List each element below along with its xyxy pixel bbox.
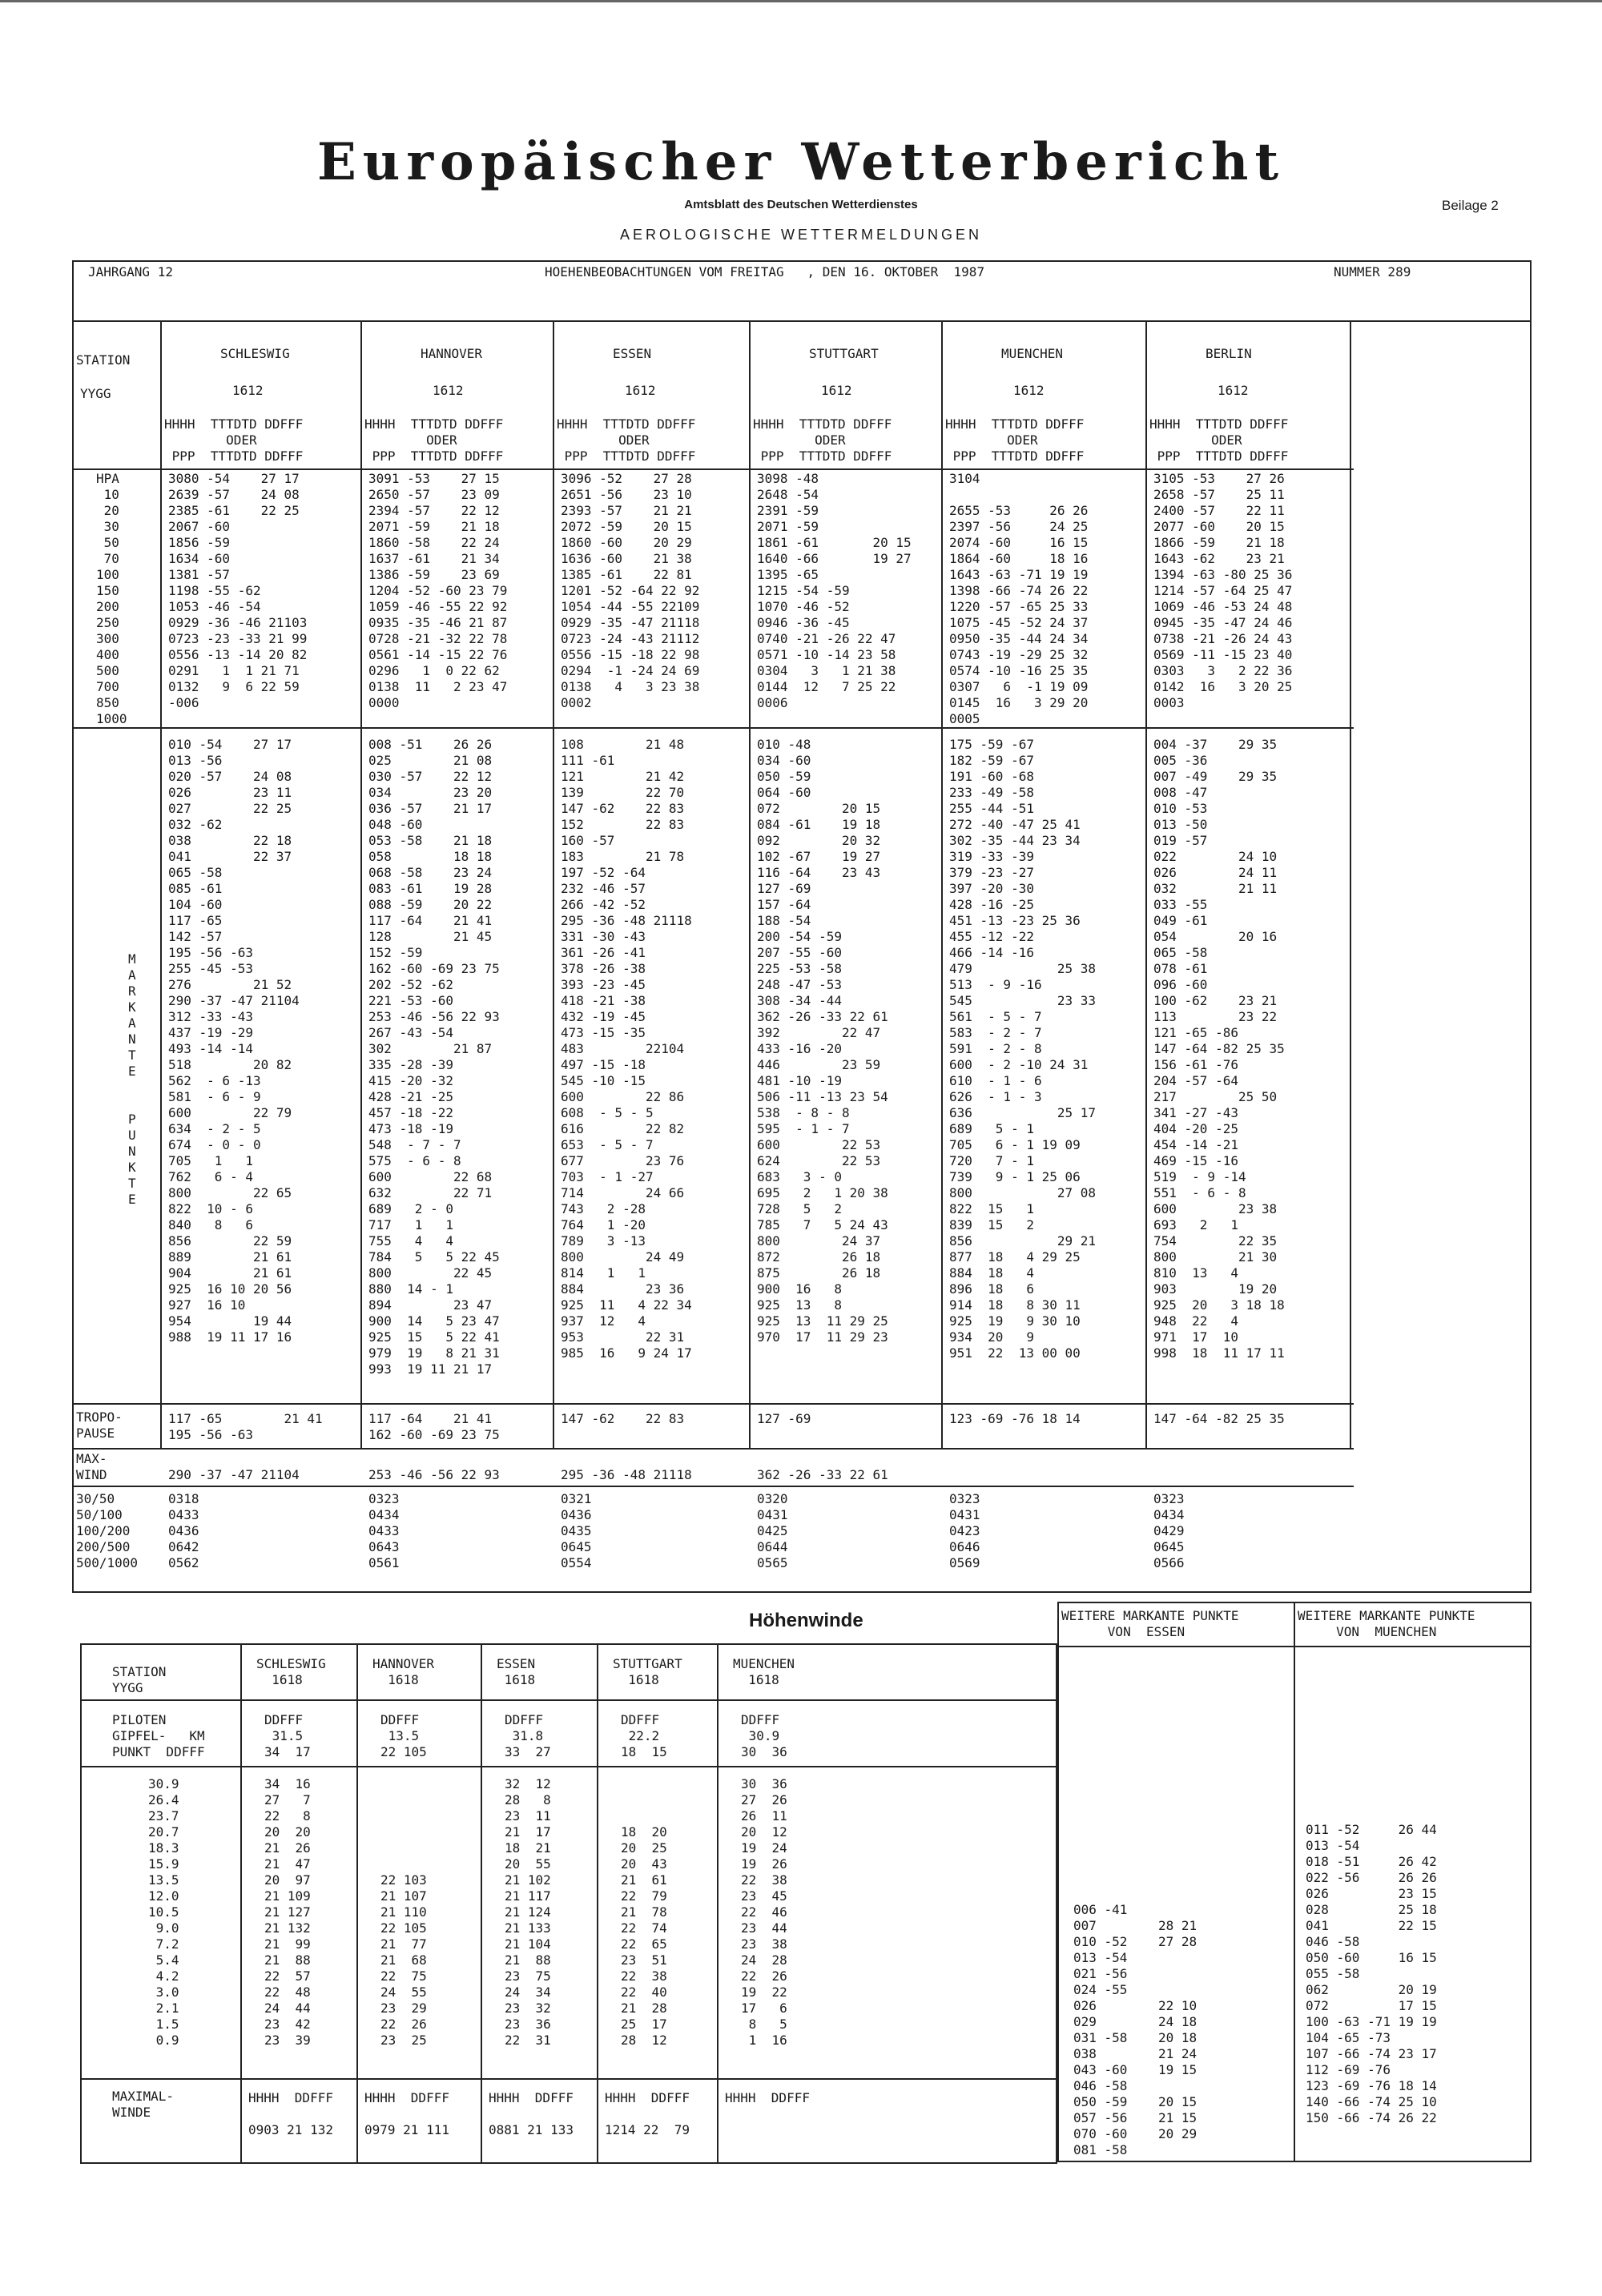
divider bbox=[72, 468, 1354, 470]
hw-levels-data: 22 103 21 107 21 110 22 105 21 77 21 68 22 75 24 55 23 29 22 26 23 25 bbox=[380, 1872, 427, 2048]
issue-number: NUMMER 289 bbox=[1334, 264, 1411, 279]
hw-max-header: HHHH DDFFF bbox=[248, 2090, 333, 2105]
tropopause-data: 147 -62 22 83 bbox=[561, 1411, 685, 1426]
col-separator bbox=[597, 1643, 598, 2164]
maxwind-data: 253 -46 -56 22 93 bbox=[368, 1467, 500, 1482]
hw-piloten: DDFFF 31.8 33 27 bbox=[505, 1712, 551, 1759]
station-name: SCHLESWIG bbox=[220, 346, 290, 361]
col-separator bbox=[553, 320, 554, 1448]
column-header: HHHH TTTDTD DDFFF ODER PPP TTTDTD DDFFF bbox=[164, 416, 304, 464]
hw-levels-data: 18 20 20 25 20 43 21 61 22 79 21 78 22 74 22 65 23 51 22 38 22 40 21 28 25 17 28 12 bbox=[621, 1824, 667, 2048]
hw-max-header: HHHH DDFFF bbox=[489, 2090, 574, 2105]
maxwind-data: 295 -36 -48 21118 bbox=[561, 1467, 692, 1482]
station-yygg: 1612 bbox=[1218, 383, 1249, 398]
hw-station-name: ESSEN 1618 bbox=[497, 1656, 536, 1687]
std-level-data: 3091 -53 27 15 2650 -57 23 09 2394 -57 22 12 2071 -59 21 18 1860 -58 22 24 1637 -61 21 34 1386 -59 23 69 1204 -52 -60 23 79 1059 -46 -55 22 92 0935 -35 -46 21 87 0728 -21 -32 22 78 0561 -14 -15 22 76 0296 1 0 22 62 0138 11 2 23 47 0000 bbox=[368, 471, 508, 710]
col-separator bbox=[1350, 320, 1351, 1448]
divider bbox=[1057, 1646, 1532, 1647]
tropopause-data: 147 -64 -82 25 35 bbox=[1153, 1411, 1285, 1426]
divider bbox=[72, 320, 1532, 322]
col-separator bbox=[717, 1643, 718, 2164]
divider bbox=[80, 1699, 1057, 1701]
std-level-data: 3080 -54 27 17 2639 -57 24 08 2385 -61 22 25 2067 -60 1856 -59 1634 -60 1381 -57 1198 -55 -62 1053 -46 -54 0929 -36 -46 21103 0723 -23 -33 21 99 0556 -13 -14 20 82 0291 1 1 21 71 0132 9 6 22 59 -006 bbox=[168, 471, 308, 710]
shear-data: 0323 0434 0429 0645 0566 bbox=[1153, 1491, 1185, 1570]
hw-piloten: DDFFF 31.5 34 17 bbox=[264, 1712, 311, 1759]
divider bbox=[80, 2078, 1057, 2080]
col-separator bbox=[160, 320, 162, 1448]
column-header: HHHH TTTDTD DDFFF ODER PPP TTTDTD DDFFF bbox=[364, 416, 504, 464]
std-level-data: 3098 -48 2648 -54 2391 -59 2071 -59 1861 -61 20 15 1640 -66 19 27 1395 -65 1215 -54 -59 1070 -46 -52 0946 -36 -45 0740 -21 -26 22 47 0571 -10 -14 23 58 0304 3 1 21 38 0144 12 7 25 22 0006 bbox=[757, 471, 912, 710]
divider bbox=[72, 727, 1354, 729]
station-name: STUTTGART bbox=[809, 346, 879, 361]
shear-data: 0321 0436 0435 0645 0554 bbox=[561, 1491, 592, 1570]
divider bbox=[72, 1486, 1354, 1487]
col-separator bbox=[1145, 320, 1147, 1448]
col-separator bbox=[240, 1643, 242, 2164]
hw-piloten: DDFFF 13.5 22 105 bbox=[380, 1712, 427, 1759]
station-name: ESSEN bbox=[613, 346, 652, 361]
station-yygg: 1612 bbox=[433, 383, 464, 398]
station-name: BERLIN bbox=[1206, 346, 1252, 361]
hw-max-value: 0881 21 133 bbox=[489, 2122, 574, 2137]
hw-piloten: DDFFF 30.9 30 36 bbox=[741, 1712, 787, 1759]
weitere-essen-data: 006 -41 007 28 21 010 -52 27 28 013 -54 021 -56 024 -55 026 22 10 029 24 18 031 -58 20 18 038 21 24 043 -60 19 15 046 -58 050 -59 20 15 057 -56 21 15 070 -60 20 29 081 -58 bbox=[1073, 1902, 1197, 2157]
shear-data: 0320 0431 0425 0644 0565 bbox=[757, 1491, 788, 1570]
maxwind-data: 290 -37 -47 21104 bbox=[168, 1467, 300, 1482]
station-yygg: 1612 bbox=[1013, 383, 1045, 398]
std-level-data: 3104 2655 -53 26 26 2397 -56 24 25 2074 -60 16 15 1864 -60 18 16 1643 -63 -71 19 19 1398 -66 -74 26 22 1220 -57 -65 25 33 1075 -45 -52 24 37 0950 -35 -44 24 34 0743 -19 -29 25 32 0574 -10 -16 25 35 0307 6 -1 19 09 0145 16 3 29 20 0005 bbox=[949, 471, 1089, 726]
hw-max-header: HHHH DDFFF bbox=[605, 2090, 690, 2105]
tropopause-data: 117 -64 21 41 162 -60 -69 23 75 bbox=[368, 1411, 500, 1442]
sig-level-data: 175 -59 -67 182 -59 -67 191 -60 -68 233 -49 -58 255 -44 -51 272 -40 -47 25 41 302 -35 -44 23 34 319 -33 -39 379 -23 -27 397 -20 -30 428 -16 -25 451 -13 -23 25 36 455 -12 -22 466 -14 -16 479 25 38 513 - 9 -16 545 23 33 561 - 5 - 7 583 - 2 - 7 591 - 2 - 8 600 - 2 -10 24 31 610 - 1 - 6 626 - 1 - 3 636 25 17 689 5 - 1 705 6 - 1 19 09 720 7 - 1 739 9 - 1 25 06 800 27 08 822 15 1 839 15 2 856 29 21 877 18 4 29 25 884 18 4 896 18 6 914 18 8 30 11 925 19 9 30 10 934 20 9 951 22 13 00 00 bbox=[949, 737, 1097, 1361]
tropopause-data: 127 -69 bbox=[757, 1411, 811, 1426]
weitere-essen-title: WEITERE MARKANTE PUNKTE VON ESSEN bbox=[1061, 1608, 1239, 1639]
divider bbox=[80, 1766, 1057, 1767]
hw-max-header: HHHH DDFFF bbox=[725, 2090, 810, 2105]
shear-data: 0318 0433 0436 0642 0562 bbox=[168, 1491, 199, 1570]
divider bbox=[72, 1448, 1354, 1450]
station-yygg: 1612 bbox=[232, 383, 264, 398]
hw-levels: 30.9 26.4 23.7 20.7 18.3 15.9 13.5 12.0 10.5 9.0 7.2 5.4 4.2 3.0 2.1 1.5 0.9 bbox=[148, 1776, 179, 2048]
jahrgang: JAHRGANG 12 bbox=[88, 264, 173, 279]
hw-max-value: 1214 22 79 bbox=[605, 2122, 690, 2137]
hoehenwinde-title: Höhenwinde bbox=[749, 1610, 863, 1631]
page-title: Europäischer Wetterbericht bbox=[317, 132, 1285, 192]
shear-data: 0323 0434 0433 0643 0561 bbox=[368, 1491, 400, 1570]
piloten-label: PILOTEN GIPFEL- KM PUNKT DDFFF bbox=[112, 1712, 205, 1759]
observation-date: HOEHENBEOBACHTUNGEN VOM FREITAG , DEN 16. OKTOBER 1987 bbox=[545, 264, 985, 279]
col-separator bbox=[356, 1643, 358, 2164]
hw-levels-data: 32 12 28 8 23 11 21 17 18 21 20 55 21 102 21 117 21 124 21 133 21 104 21 88 23 75 24 34 23 32 23 36 22 31 bbox=[505, 1776, 551, 2048]
top-border bbox=[0, 0, 1602, 2]
hw-station-name: HANNOVER 1618 bbox=[372, 1656, 435, 1687]
column-header: HHHH TTTDTD DDFFF ODER PPP TTTDTD DDFFF bbox=[557, 416, 696, 464]
sig-level-data: 108 21 48 111 -61 121 21 42 139 22 70 147 -62 22 83 152 22 83 160 -57 183 21 78 197 -52 -64 232 -46 -57 266 -42 -52 295 -36 -48 21118 331 -30 -43 361 -26 -41 378 -26 -38 393 -23 -45 418 -21 -38 432 -19 -45 473 -15 -35 483 22104 497 -15 -18 545 -10 -15 600 22 86 608 - 5 - 5 616 22 82 653 - 5 - 7 677 23 76 703 - 1 -27 714 24 66 743 2 -28 764 1 -20 789 3 -13 800 24 49 814 1 1 884 23 36 925 11 4 22 34 937 12 4 953 22 31 985 16 9 24 17 bbox=[561, 737, 692, 1361]
sig-level-data: 008 -51 26 26 025 21 08 030 -57 22 12 034 23 20 036 -57 21 17 048 -60 053 -58 21 18 058 18 18 068 -58 23 24 083 -61 19 28 088 -59 20 22 117 -64 21 41 128 21 45 152 -59 162 -60 -69 23 75 202 -52 -62 221 -53 -60 253 -46 -56 22 93 267 -43 -54 302 21 87 335 -28 -39 415 -20 -32 428 -21 -25 457 -18 -22 473 -18 -19 548 - 7 - 7 575 - 6 - 8 600 22 68 632 22 71 689 2 - 0 717 1 1 755 4 4 784 5 5 22 45 800 22 45 880 14 - 1 894 23 47 900 14 5 23 47 925 15 5 22 41 979 19 8 21 31 993 19 11 21 17 bbox=[368, 737, 500, 1377]
maxwind-data: 362 -26 -33 22 61 bbox=[757, 1467, 888, 1482]
shear-data: 0323 0431 0423 0646 0569 bbox=[949, 1491, 980, 1570]
column-header: HHHH TTTDTD DDFFF ODER PPP TTTDTD DDFFF bbox=[753, 416, 892, 464]
maximal-label: MAXIMAL- WINDE bbox=[112, 2089, 175, 2120]
station-name: HANNOVER bbox=[421, 346, 483, 361]
hw-max-header: HHHH DDFFF bbox=[364, 2090, 449, 2105]
column-header: HHHH TTTDTD DDFFF ODER PPP TTTDTD DDFFF bbox=[945, 416, 1085, 464]
hw-piloten: DDFFF 22.2 18 15 bbox=[621, 1712, 667, 1759]
weitere-muenchen-data: 011 -52 26 44 013 -54 018 -51 26 42 022 -56 26 26 026 23 15 028 25 18 041 22 15 046 -58 050 -60 16 15 055 -58 062 20 19 072 17 15 100 -63 -71 19 19 104 -65 -73 107 -66 -74 23 17 112 -69 -76 123 -69 -76 18 14 140 -66 -74 25 10 150 -66 -74 26 22 bbox=[1306, 1822, 1437, 2125]
section-heading: AEROLOGISCHE WETTERMELDUNGEN bbox=[619, 227, 983, 243]
tropopause-data: 123 -69 -76 18 14 bbox=[949, 1411, 1081, 1426]
hw-station-name: MUENCHEN 1618 bbox=[733, 1656, 795, 1687]
maxwind-label: MAX- WIND bbox=[76, 1451, 107, 1482]
station-yygg: 1612 bbox=[625, 383, 656, 398]
station-yygg: 1612 bbox=[821, 383, 852, 398]
col-separator bbox=[481, 1643, 482, 2164]
tropopause-data: 117 -65 21 41 195 -56 -63 bbox=[168, 1411, 323, 1442]
std-level-data: 3096 -52 27 28 2651 -56 23 10 2393 -57 21 21 2072 -59 20 15 1860 -60 20 29 1636 -60 21 38 1385 -61 22 81 1201 -52 -64 22 92 1054 -44 -55 22109 0929 -35 -47 21118 0723 -24 -43 21112 0556 -15 -18 22 98 0294 -1 -24 24 69 0138 4 3 23 38 0002 bbox=[561, 471, 700, 710]
hpa-levels: HPA 10 20 30 50 70 100 150 200 250 300 400 500 700 850 1000 bbox=[96, 471, 127, 726]
hw-levels-data: 30 36 27 26 26 11 20 12 19 24 19 26 22 38 23 45 22 46 23 44 23 38 24 28 22 26 19 22 17 6 8 5 1 16 bbox=[741, 1776, 787, 2048]
shear-layers: 30/50 50/100 100/200 200/500 500/1000 bbox=[76, 1491, 139, 1570]
hoehenwinde-frame bbox=[80, 1643, 1057, 2164]
weitere-muenchen-title: WEITERE MARKANTE PUNKTE VON MUENCHEN bbox=[1298, 1608, 1475, 1639]
col-separator bbox=[941, 320, 943, 1448]
sig-level-data: 004 -37 29 35 005 -36 007 -49 29 35 008 -47 010 -53 013 -50 019 -57 022 24 10 026 24 11 032 21 11 033 -55 049 -61 054 20 16 065 -58 078 -61 096 -60 100 -62 23 21 113 23 22 121 -65 -86 147 -64 -82 25 35 156 -61 -76 204 -57 -64 217 25 50 341 -27 -43 404 -20 -25 454 -14 -21 469 -15 -16 519 - 9 -14 551 - 6 - 8 600 23 38 693 2 1 754 22 35 800 21 30 810 13 4 903 19 20 925 20 3 18 18 948 22 4 971 17 10 998 18 11 17 11 bbox=[1153, 737, 1285, 1361]
subtitle: Amtsblatt des Deutschen Wetterdienstes bbox=[684, 198, 918, 211]
tropopause-label: TROPO- PAUSE bbox=[76, 1409, 123, 1441]
hw-station-name: STUTTGART 1618 bbox=[613, 1656, 682, 1687]
station-label: STATION bbox=[76, 352, 131, 368]
column-header: HHHH TTTDTD DDFFF ODER PPP TTTDTD DDFFF bbox=[1149, 416, 1289, 464]
station-name: MUENCHEN bbox=[1001, 346, 1064, 361]
hw-station-name: SCHLESWIG 1618 bbox=[256, 1656, 326, 1687]
sig-level-data: 010 -48 034 -60 050 -59 064 -60 072 20 15 084 -61 19 18 092 20 32 102 -67 19 27 116 -64 23 43 127 -69 157 -64 188 -54 200 -54 -59 207 -55 -60 225 -53 -58 248 -47 -53 308 -34 -44 362 -26 -33 22 61 392 22 47 433 -16 -20 446 23 59 481 -10 -19 506 -11 -13 23 54 538 - 8 - 8 595 - 1 - 7 600 22 53 624 22 53 683 3 - 0 695 2 1 20 38 728 5 2 785 7 5 24 43 800 24 37 872 26 18 875 26 18 900 16 8 925 13 8 925 13 11 29 25 970 17 11 29 23 bbox=[757, 737, 888, 1345]
hw-max-value: 0979 21 111 bbox=[364, 2122, 449, 2137]
markante-label: M A R K A N T E P U N K T E bbox=[128, 951, 136, 1207]
hw-levels-data: 34 16 27 7 22 8 20 20 21 26 21 47 20 97 21 109 21 127 21 132 21 99 21 88 22 57 22 48 24 44 23 42 23 39 bbox=[264, 1776, 311, 2048]
yygg-label: YYGG bbox=[80, 386, 111, 401]
hw-max-value: 0903 21 132 bbox=[248, 2122, 333, 2137]
divider bbox=[72, 1403, 1354, 1405]
col-separator bbox=[360, 320, 362, 1448]
std-level-data: 3105 -53 27 26 2658 -57 25 11 2400 -57 22 11 2077 -60 20 15 1866 -59 21 18 1643 -62 23 21 1394 -63 -80 25 36 1214 -57 -64 25 47 1069 -46 -53 24 48 0945 -35 -47 24 46 0738 -21 -26 24 43 0569 -11 -15 23 40 0303 3 2 22 36 0142 16 3 20 25 0003 bbox=[1153, 471, 1293, 710]
hw-station-label: STATION YYGG bbox=[112, 1664, 167, 1695]
col-separator bbox=[749, 320, 751, 1448]
sig-level-data: 010 -54 27 17 013 -56 020 -57 24 08 026 23 11 027 22 25 032 -62 038 22 18 041 22 37 065 -58 085 -61 104 -60 117 -65 142 -57 195 -56 -63 255 -45 -53 276 21 52 290 -37 -47 21104 312 -33 -43 437 -19 -29 493 -14 -14 518 20 82 562 - 6 -13 581 - 6 - 9 600 22 79 634 - 2 - 5 674 - 0 - 0 705 1 1 762 6 - 4 800 22 65 822 10 - 6 840 8 6 856 22 59 889 21 61 904 21 61 925 16 10 20 56 927 16 10 954 19 44 988 19 11 17 16 bbox=[168, 737, 300, 1345]
col-separator bbox=[1294, 1602, 1295, 2162]
supplement-label: Beilage 2 bbox=[1442, 198, 1499, 213]
